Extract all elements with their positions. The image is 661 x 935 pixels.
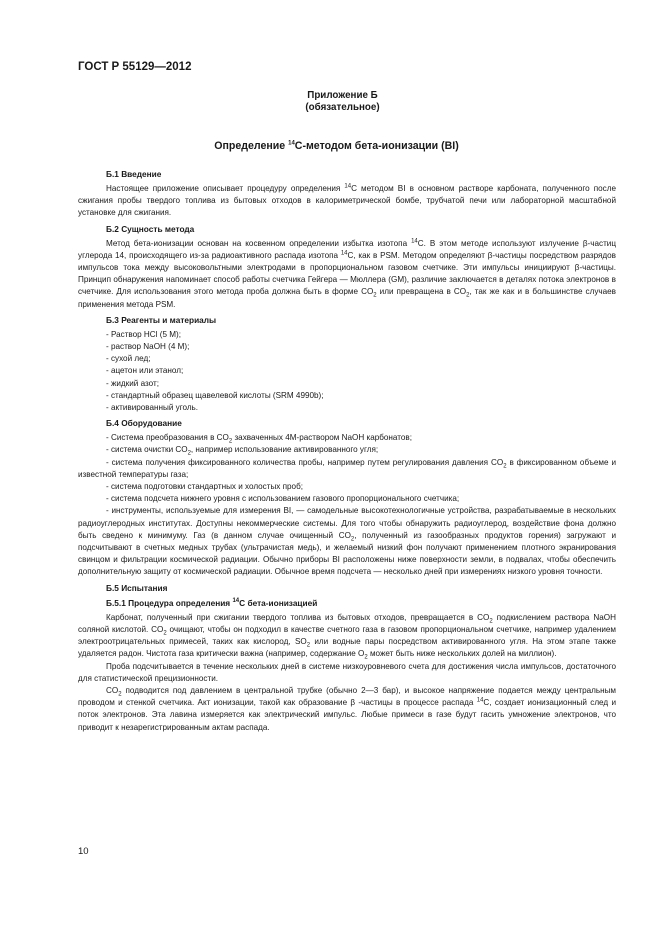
list-item: - Раствор HCl (5 М); [106,329,181,339]
page-number: 10 [78,846,89,857]
annex-title: Приложение Б [307,90,378,101]
list-item: - система очистки $CO_2$, например использование активированного угля; [106,445,379,458]
annex-status: (обязательное) [305,102,380,113]
list-item: - система подготовки стандартных и холостых проб; [106,482,303,492]
paragraph-b1: Настоящее приложение описывает процедуру определения $^{14}$С методом BI в основном растворе карбоната, полученного после сжигания пробы твердого топлива из бытовых отходов в калориметрической бомбе, трубчатой печи или лабораторной масштабной установке для сжигания. [78,183,616,218]
section-heading-b5: Б.5 Испытания [106,582,168,593]
list-item: - система получения фиксированного количества пробы, например путем регулирования давления $CO_2$ в фиксированном объеме и известной температуры газа; [78,457,616,479]
list-item: - Система преобразования в $CO_2$ захваченных 4М-раствором NaOH карбонатов; [106,433,412,445]
list-item: - система подсчета нижнего уровня с использованием газового пропорционального счетчика; [106,494,460,504]
paragraph-b2: Метод бета-ионизации основан на косвенном определении избытка изотопа $^{14}$С. В этом методе используют излучение β-частиц углерода 14, происходящего из-за радиоактивного распада изотопа $^{14}$С, как в PSM. Методом определяют β-частицы посредством разрядов импульсов тока между высоковольтными электродами в пропорциональном газовом счетчике. Эти импульсы инициируют β-частицы. Принцип обнаружения напоминает способ работы счетчика Гейгера — Мюллера (GM), различие заключается в деталях потока электронов в счетчике. Для использования этого метода проба должна быть в форме $CO_2$ или превращена в $CO_2$, так же как и в большинстве случаев применения метода PSM. [78,237,616,309]
subsection-heading-b51: Б.5.1 Процедура определения $^{14}$С бета-ионизацией [106,597,318,608]
list-item: - сухой лед; [106,354,151,364]
list-item: - стандартный образец щавелевой кислоты (SRM 4990b); [106,390,324,400]
section-heading-b3: Б.3 Реагенты и материалы [106,314,217,325]
section-heading-b1: Б.1 Введение [106,169,162,179]
section-heading-b2: Б.2 Сущность метода [106,223,195,234]
paragraph-b51-3: $CO_2$ подводится под давлением в центральной трубке (обычно 2—3 бар), и высокое напряжение подается между центральным проводом и стенкой счетчика. Акт ионизации, такой как образование β -частицы в процессе распада $^{14}$С, создает ионизационный след и поток электронов. Эта лавина измеряется как электрический импульс. Любые примеси в газе будут гасить умножение электронов, что приводит к незарегистрированным актам распада. [78,685,616,732]
list-item: - активированный уголь. [106,403,199,413]
annex-heading: Определение $^{14}$С-методом бета-ионизации (BI) [214,140,459,152]
paragraph-b51-2: Проба подсчитывается в течение нескольких дней в системе низкоуровневого счета для достижения числа импульсов, достаточного для статистической прецизионности. [78,661,616,683]
paragraph-b51-1: Карбонат, полученный при сжигании твердого топлива из бытовых отходов, превращается в $CO_2$ подкислением раствора NaOH соляной кислотой. $CO_2$ очищают, чтобы он подходил в качестве счетного газа в газовом пропорциональном счетчике, например удалением электроотрицательных примесей, таких как кислород, $SO_2$ или водные пары посредством активированного угля. На этом этапе также удаляется радон. Чистота газа критически важна (например, содержание $O_2$ может быть ниже нескольких долей на миллион). [78,612,616,661]
list-item: - инструменты, используемые для измерения BI, — самодельные высокотехнологичные устройства, разрабатываемые в нескольких радиоуглеродных институтах. Доступны некоммерческие системы. Для того чтобы обнаружить радиоуглерод, воздействие фона должно быть сведено к минимуму. Газ (в данном случае очищенный $CO_2$, полученный из газообразных продуктов горения) загружают и подсчитывают в счетных медных трубах (ультрачистая медь), и желаемый низкий фон получают применением плотного экранирования свинцом и фильтрации космической радиации. Обычно приборы BI расположены ниже поверхности земли, в подвалах, чтобы обеспечить дополнительную защиту от космической радиации. Обычное время подсчета — несколько дней при измерениях низкого уровня точности. [78,506,616,577]
list-item: - раствор NaOH (4 М); [106,342,190,352]
document-body [78,165,616,734]
document-id: ГОСТ Р 55129—2012 [78,61,192,73]
list-item: - жидкий азот; [106,378,159,388]
list-item: - ацетон или этанол; [106,366,184,376]
section-heading-b4: Б.4 Оборудование [106,418,182,429]
